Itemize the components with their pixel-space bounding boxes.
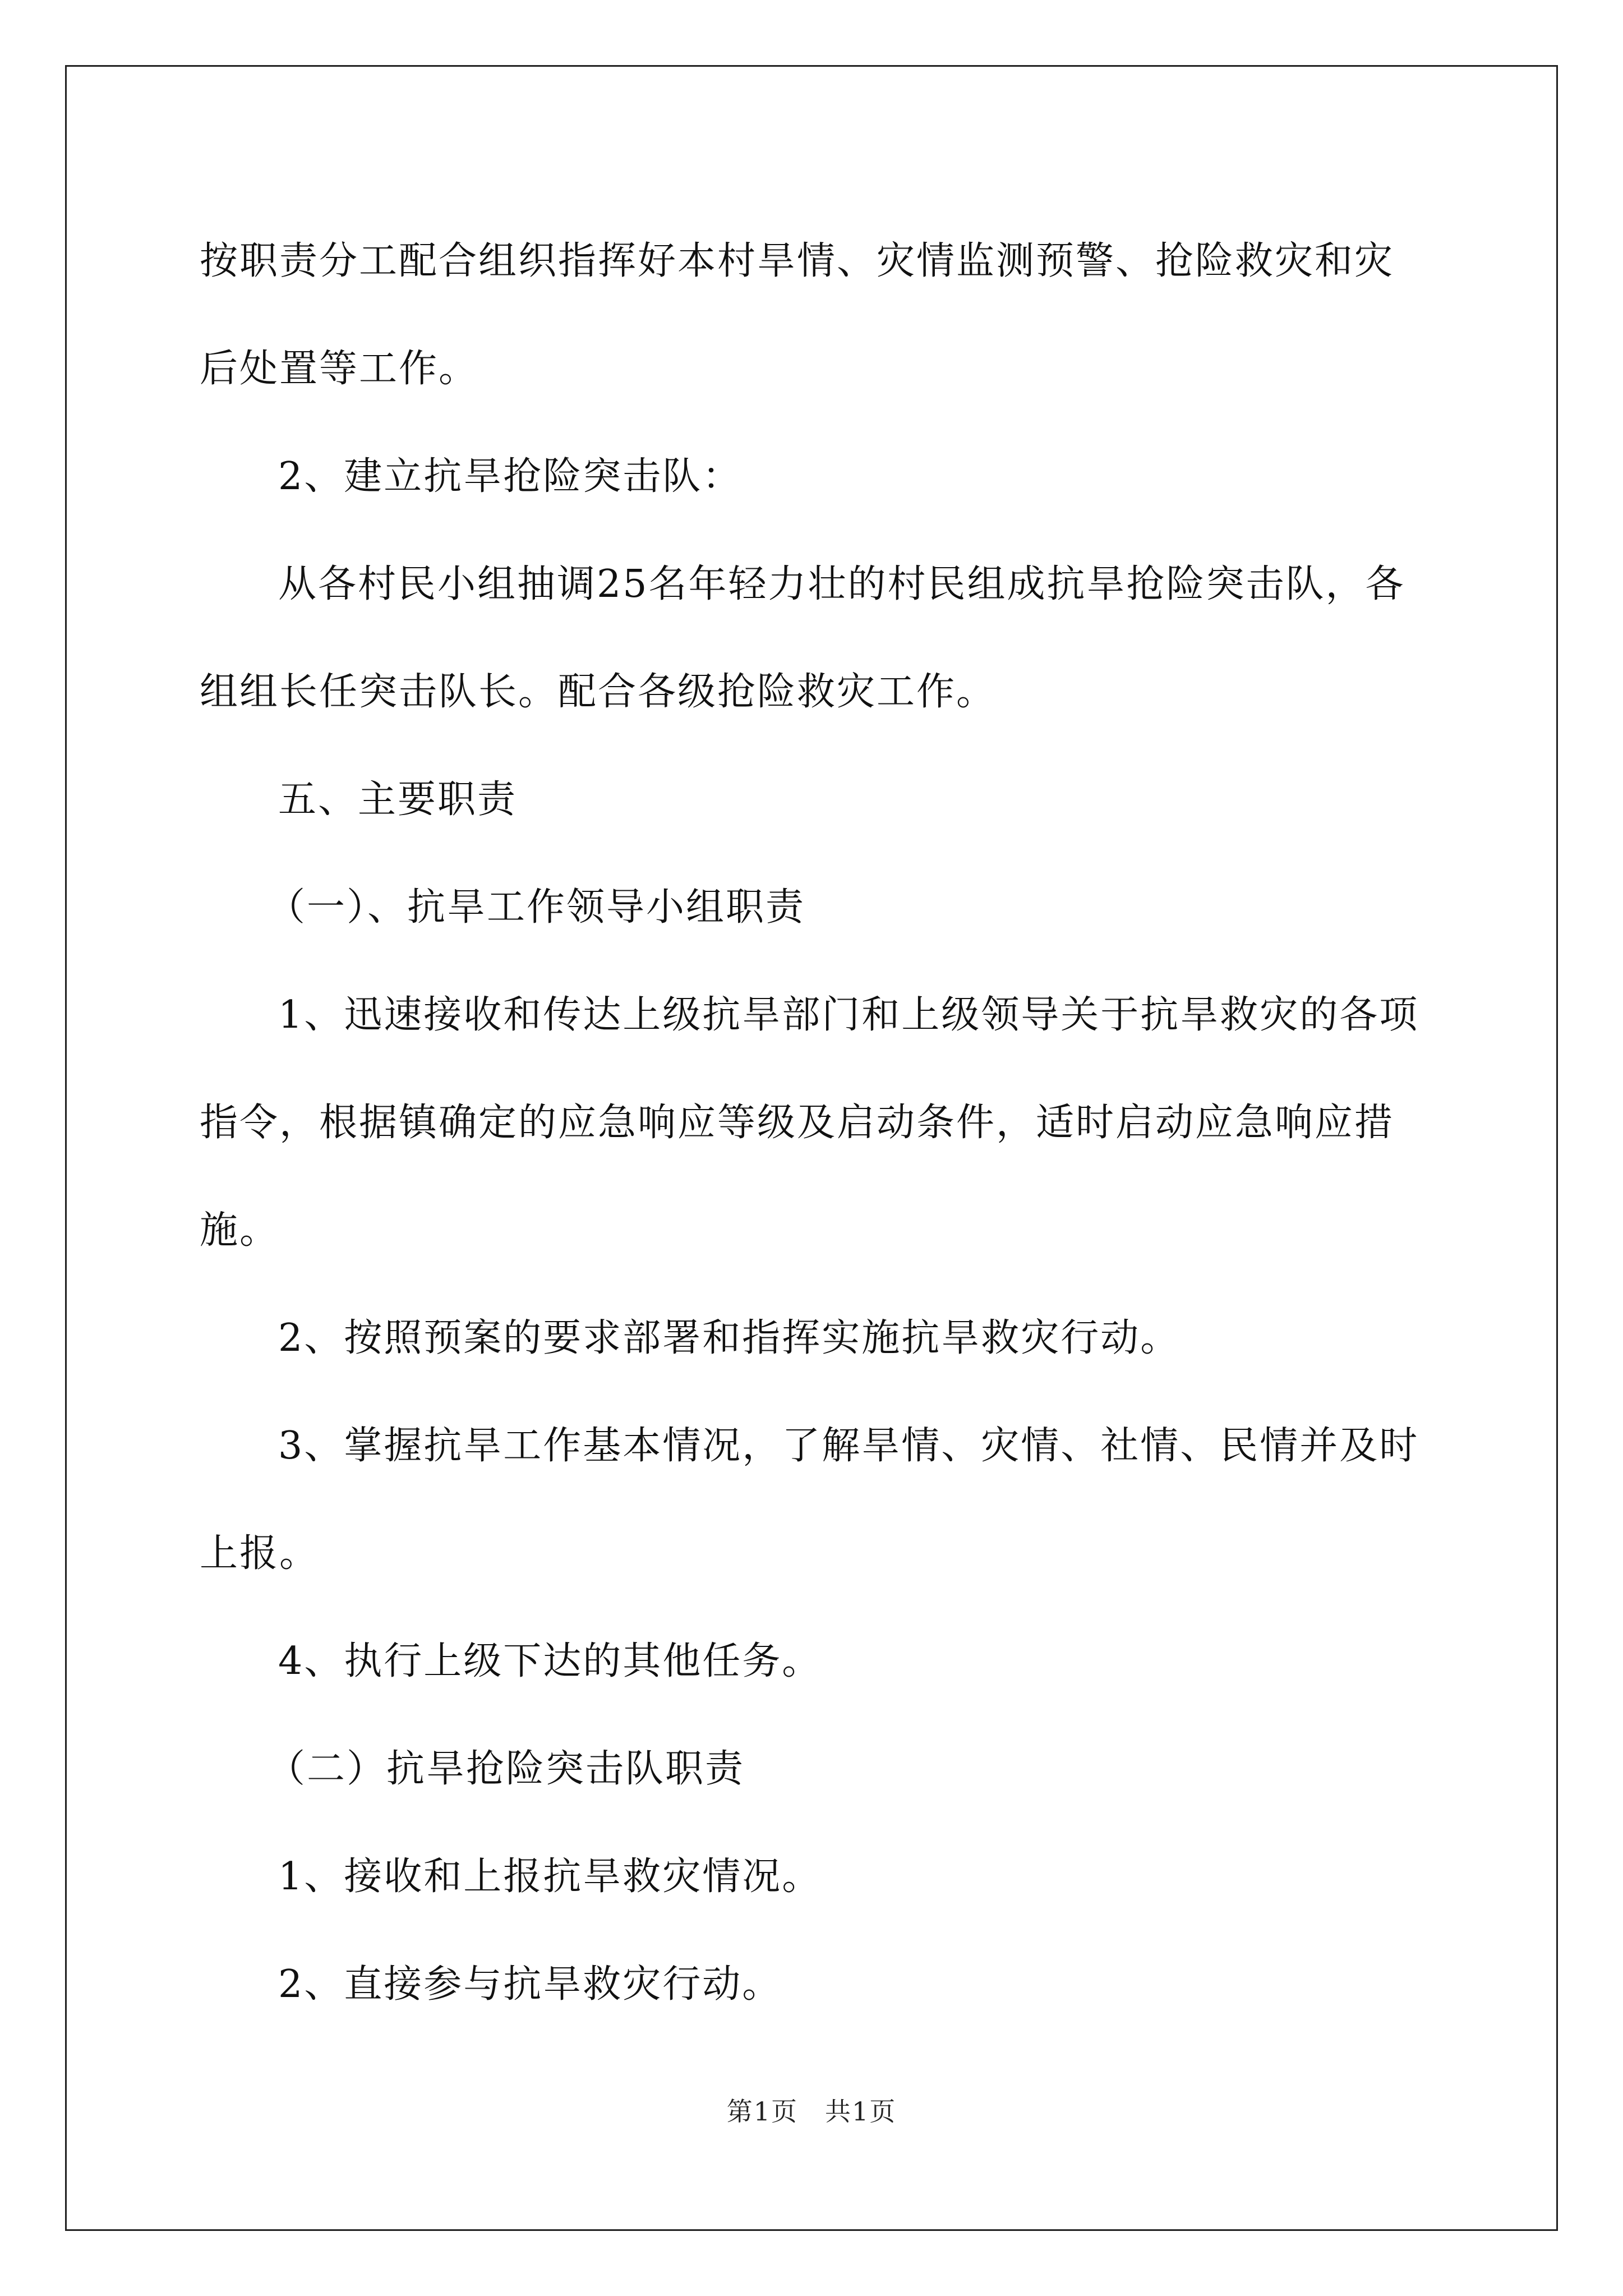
paragraph-11: 1、接收和上报抗旱救灾情况。: [278, 1855, 822, 1899]
paragraph-8: 3、掌握抗旱工作基本情况，了解旱情、灾情、社情、民情并及时上报。: [200, 1424, 1419, 1576]
paragraph-6: 1、迅速接收和传达上级抗旱部门和上级领导关于抗旱救灾的各项指令，根据镇确定的应急响应等级及启动条件，适时启动应急响应措施。: [200, 993, 1419, 1253]
section-heading-main-duties: 五、主要职责: [278, 777, 518, 822]
subsection-heading-leadership-group: （一）、抗旱工作领导小组职责: [267, 885, 806, 930]
subsection-heading-emergency-team: （二）抗旱抢险突击队职责: [267, 1747, 745, 1791]
paragraph-3: 从各村民小组抽调25名年轻力壮的村民组成抗旱抢险突击队，各组组长任突击队长。配合各级抢险救灾工作。: [200, 562, 1405, 714]
paragraph-1: 按职责分工配合组织指挥好本村旱情、灾情监测预警、抢险救灾和灾后处置等工作。: [200, 239, 1395, 391]
page-number-footer: 第1页 共1页: [726, 2096, 897, 2127]
document-body: [200, 208, 1433, 2039]
paragraph-7: 2、按照预案的要求部署和指挥实施抗旱救灾行动。: [278, 1316, 1181, 1360]
paragraph-9: 4、执行上级下达的其他任务。: [278, 1639, 822, 1683]
paragraph-2: 2、建立抗旱抢险突击队：: [278, 454, 743, 499]
paragraph-12: 2、直接参与抗旱救灾行动。: [278, 1962, 782, 2007]
